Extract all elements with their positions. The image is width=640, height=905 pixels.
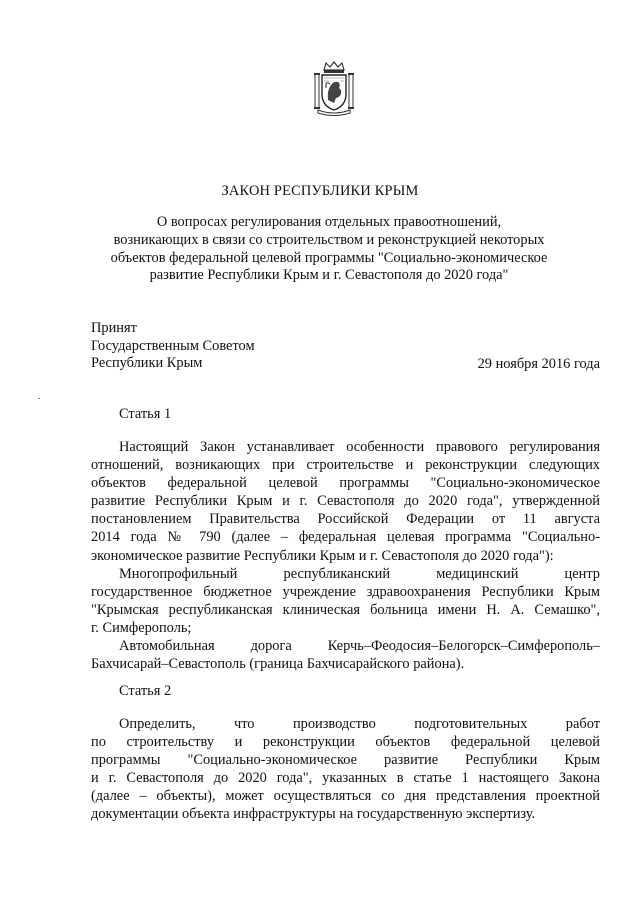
crimea-coat-of-arms-icon: [312, 60, 356, 116]
article-1-line: Бахчисарай–Севастополь (граница Бахчисарайского района).: [91, 656, 465, 673]
article-2-line: (далее – объекты), может осуществляться со дня представления проектной: [91, 788, 600, 805]
article-1-heading: Статья 1: [119, 406, 172, 422]
article-1-line: Многопрофильный республиканский медицинский центр: [119, 565, 600, 582]
adopted-line: Государственным Советом: [91, 337, 255, 354]
article-1-line: Настоящий Закон устанавливает особенности правового регулирования: [119, 439, 600, 455]
adopted-line: Принят: [91, 320, 137, 336]
article-1-line: объектов федеральной целевой программы "Социально-экономическое: [91, 475, 600, 492]
article-1-line: экономическое развитие Республики Крым и г. Севастополя до 2020 года"):: [91, 547, 554, 564]
article-2-heading: Статья 2: [119, 683, 172, 699]
adoption-date: 29 ноября 2016 года: [477, 356, 600, 372]
article-2-line: и г. Севастополя до 2020 года", указанных в статье 1 настоящего Закона: [91, 770, 600, 787]
article-1-line: 2014 года № 790 (далее – федеральная целевая программа "Социально-: [91, 529, 600, 546]
article-1-line: государственное бюджетное учреждение здравоохранения Республики Крым: [91, 583, 600, 600]
article-1-body: [91, 438, 600, 673]
article-2-body: [91, 715, 600, 824]
article-1-line: Автомобильная дорога Керчь–Феодосия–Белогорск–Симферополь–: [119, 638, 600, 655]
article-2-line: программы "Социально-экономическое развитие Республики Крым: [91, 752, 600, 769]
article-1-line: "Крымская республиканская клиническая больница имени Н. А. Семашко",: [91, 601, 600, 618]
subject-line: О вопросах регулирования отдельных правоотношений,: [156, 214, 502, 230]
article-1-line: отношений, возникающих при строительстве и реконструкции следующих: [91, 457, 600, 474]
scan-speck: [38, 398, 40, 399]
subject-line: возникающих в связи со строительством и реконструкцией некоторых: [113, 231, 545, 248]
adopted-line: Республики Крым: [91, 355, 203, 372]
article-2-line: Определить, что производство подготовительных работ: [119, 716, 600, 732]
law-title: ЗАКОН РЕСПУБЛИКИ КРЫМ: [221, 183, 419, 199]
article-1-line: развитие Республики Крым и г. Севастополя до 2020 года", утвержденной: [91, 493, 600, 510]
subject-line: развитие Республики Крым и г. Севастополя до 2020 года": [149, 267, 509, 284]
law-subject: [90, 214, 568, 285]
subject-line: объектов федеральной целевой программы "Социально-экономическое: [110, 249, 548, 266]
article-2-line: документации объекта инфраструктуры на государственную экспертизу.: [91, 806, 536, 823]
adoption-block: [91, 320, 255, 373]
article-1-line: г. Симферополь;: [91, 619, 192, 636]
article-2-line: по строительству и реконструкции объектов федеральной целевой: [91, 734, 600, 751]
article-1-line: постановлением Правительства Российской Федерации от 11 августа: [91, 511, 600, 528]
